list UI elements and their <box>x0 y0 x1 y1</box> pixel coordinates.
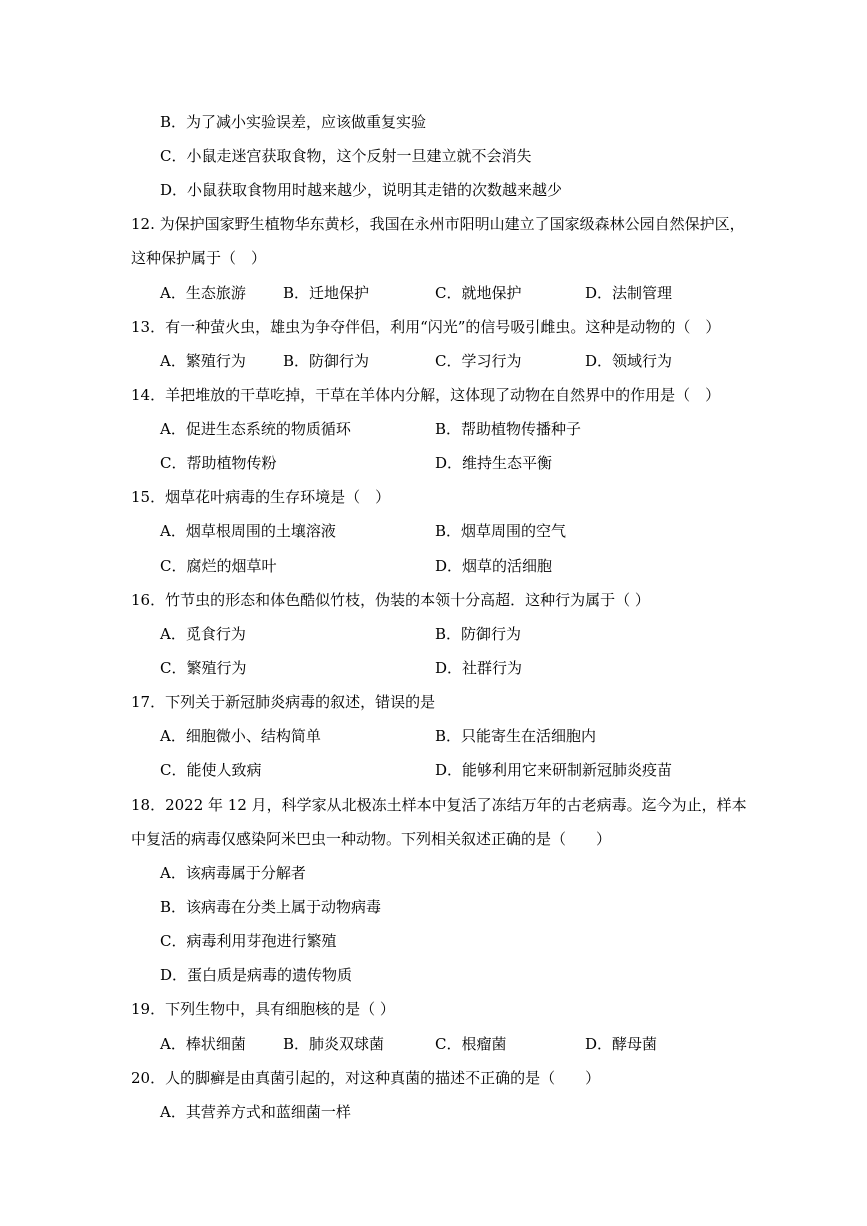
q18-option-a: A．该病毒属于分解者 <box>160 864 306 882</box>
q14-option-d: D．维持生态平衡 <box>435 454 553 472</box>
q15-option-a: A．烟草根周围的土壤溶液 <box>160 522 336 540</box>
q18-stem-line2: 中复活的病毒仅感染阿米巴虫一种动物。下列相关叙述正确的是（ ） <box>131 830 612 848</box>
q19-stem: 19．下列生物中，具有细胞核的是（ ） <box>131 1000 395 1018</box>
q15-option-b: B．烟草周围的空气 <box>435 522 567 540</box>
q19-option-a: A．棒状细菌 <box>160 1035 246 1053</box>
q17-option-d: D．能够利用它来研制新冠肺炎疫苗 <box>435 761 673 779</box>
q12-option-a: A．生态旅游 <box>160 284 246 302</box>
q16-option-a: A．觅食行为 <box>160 625 246 643</box>
q12-stem-line1: 12. 为保护国家野生植物华东黄杉，我国在永州市阳明山建立了国家级森林公园自然保护区， <box>131 215 745 233</box>
q13-option-d: D．领域行为 <box>585 352 673 370</box>
q12-option-c: C．就地保护 <box>435 284 522 302</box>
q15-option-d: D．烟草的活细胞 <box>435 557 553 575</box>
q17-option-c: C．能使人致病 <box>160 761 262 779</box>
q17-option-b: B．只能寄生在活细胞内 <box>435 727 597 745</box>
q19-option-c: C．根瘤菌 <box>435 1035 507 1053</box>
q14-option-a: A．促进生态系统的物质循环 <box>160 420 351 438</box>
q19-option-d: D．酵母菌 <box>585 1035 658 1053</box>
q13-option-a: A．繁殖行为 <box>160 352 246 370</box>
q16-option-c: C．繁殖行为 <box>160 659 247 677</box>
q14-option-c: C．帮助植物传粉 <box>160 454 277 472</box>
q20-option-a: A．其营养方式和蓝细菌一样 <box>160 1103 351 1121</box>
q19-option-b: B．肺炎双球菌 <box>283 1035 385 1053</box>
q18-option-c: C．病毒利用芽孢进行繁殖 <box>160 932 337 950</box>
q13-option-c: C．学习行为 <box>435 352 522 370</box>
q17-option-a: A．细胞微小、结构简单 <box>160 727 321 745</box>
q17-stem: 17．下列关于新冠肺炎病毒的叙述，错误的是 <box>131 693 436 711</box>
q12-option-d: D．法制管理 <box>585 284 673 302</box>
q16-option-d: D．社群行为 <box>435 659 523 677</box>
q15-stem: 15．烟草花叶病毒的生存环境是（ ） <box>131 488 391 506</box>
q12-option-b: B．迁地保护 <box>283 284 370 302</box>
q16-stem: 16．竹节虫的形态和体色酷似竹枝，伪装的本领十分高超．这种行为属于（ ） <box>131 591 650 609</box>
q20-stem: 20．人的脚癣是由真菌引起的，对这种真菌的描述不正确的是（ ） <box>131 1069 601 1087</box>
q14-option-b: B．帮助植物传播种子 <box>435 420 582 438</box>
q11-option-c: C．小鼠走迷宫获取食物，这个反射一旦建立就不会消失 <box>160 147 532 165</box>
q18-option-b: B．该病毒在分类上属于动物病毒 <box>160 898 382 916</box>
q11-option-b: B．为了减小实验误差，应该做重复实验 <box>160 113 427 131</box>
q13-option-b: B．防御行为 <box>283 352 370 370</box>
q11-option-d: D．小鼠获取食物用时越来越少，说明其走错的次数越来越少 <box>160 181 563 199</box>
q18-stem-line1: 18．2022 年 12 月，科学家从北极冻土样本中复活了冻结万年的古老病毒。迄今为止，样本 <box>131 796 747 814</box>
q12-stem-line2: 这种保护属于（ ） <box>131 249 267 267</box>
q14-stem: 14．羊把堆放的干草吃掉，干草在羊体内分解，这体现了动物在自然界中的作用是（ ） <box>131 386 721 404</box>
q18-option-d: D．蛋白质是病毒的遗传物质 <box>160 966 353 984</box>
q16-option-b: B．防御行为 <box>435 625 522 643</box>
q15-option-c: C．腐烂的烟草叶 <box>160 557 277 575</box>
q13-stem: 13．有一种萤火虫，雄虫为争夺伴侣，利用“闪光”的信号吸引雌虫。这种是动物的（ ） <box>131 318 721 336</box>
